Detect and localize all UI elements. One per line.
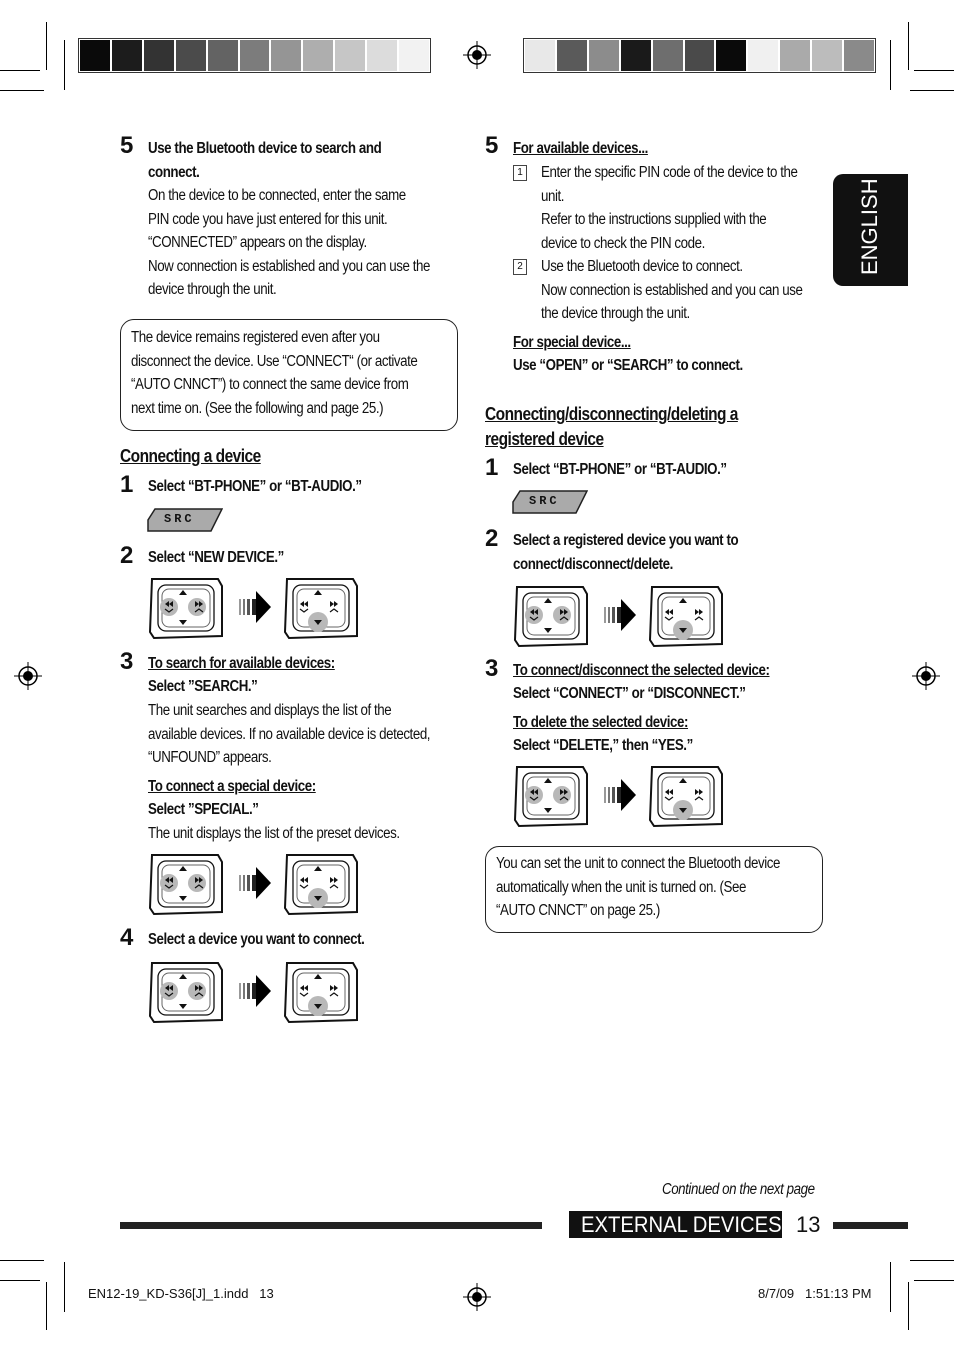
step-number: 2 [120, 542, 134, 569]
arrow-right-icon [238, 973, 272, 1014]
color-bar-left [78, 38, 431, 73]
color-swatch [716, 40, 746, 71]
step-select: Select ”SPECIAL.” [148, 801, 259, 818]
crop-mark [908, 1282, 909, 1330]
body-line: Now connection is established and you can use the [148, 257, 431, 275]
step-text: Select “BT-PHONE” or “BT-AUDIO.” [148, 478, 362, 495]
arrow-right-icon [603, 597, 637, 638]
step-number: 5 [120, 132, 134, 159]
step-number: 5 [485, 132, 499, 159]
body-line: On the device to be connected, enter the same [148, 187, 406, 204]
color-swatch [589, 40, 619, 71]
color-swatch [80, 40, 110, 71]
step-number: 1 [120, 471, 134, 498]
color-swatch [653, 40, 683, 71]
color-swatch [557, 40, 587, 71]
list-number: 1 [513, 165, 527, 181]
color-swatch [780, 40, 810, 71]
arrow-right-icon [238, 589, 272, 630]
footer-rule [833, 1222, 908, 1229]
body-line: Now connection is established and you can use [541, 281, 803, 299]
step-body [148, 184, 476, 302]
step-text: Select “BT-PHONE” or “BT-AUDIO.” [513, 461, 727, 478]
body-line: unit. [541, 187, 565, 205]
crop-mark [0, 90, 44, 91]
color-swatch [812, 40, 842, 71]
color-swatch [399, 40, 429, 71]
step-number: 4 [120, 924, 134, 951]
section-heading: Connecting/disconnecting/deleting a [485, 404, 738, 424]
step-select: Select “DELETE,” then “YES.” [513, 737, 693, 754]
control-pad-icon [148, 960, 224, 1029]
section-heading: Connecting a device [120, 446, 261, 466]
control-pad-icon [148, 576, 224, 645]
color-swatch [748, 40, 778, 71]
color-swatch [525, 40, 555, 71]
crop-mark [0, 1280, 40, 1281]
section-label: EXTERNAL DEVICES [581, 1212, 782, 1237]
crop-mark [914, 70, 954, 71]
src-label: SRC [164, 512, 195, 526]
note-line: “AUTO CNNCT”) to connect the same device from [131, 376, 409, 394]
body-line: Use the Bluetooth device to connect. [541, 258, 743, 275]
step-number: 2 [485, 525, 499, 552]
control-pad-icon [648, 764, 724, 833]
crop-mark [46, 1282, 47, 1330]
file-info: EN12-19_KD-S36[J]_1.indd 13 [88, 1286, 274, 1301]
color-swatch [335, 40, 365, 71]
note-line: You can set the unit to connect the Bluetooth device [496, 855, 780, 872]
crop-mark [890, 40, 891, 90]
crop-mark [910, 90, 954, 91]
src-label: SRC [529, 494, 560, 508]
crop-mark [46, 22, 47, 70]
body-line: Refer to the instructions supplied with the [541, 211, 767, 229]
list-number: 2 [513, 259, 527, 275]
side-tab-label: ENGLISH [857, 178, 882, 275]
body-line: “CONNECTED” appears on the display. [148, 234, 367, 252]
color-swatch [685, 40, 715, 71]
step-body: The unit displays the list of the preset devices. [148, 825, 400, 842]
step-title: Use the Bluetooth device to search and [148, 140, 382, 157]
step-select: Select “CONNECT” or “DISCONNECT.” [513, 685, 746, 702]
arrow-right-icon [603, 777, 637, 818]
body-line: the device through the unit. [541, 305, 690, 323]
body-line: device through the unit. [148, 281, 277, 299]
sub-heading: To search for available devices: [148, 655, 335, 672]
crop-mark [910, 1260, 954, 1261]
sub-heading: To delete the selected device: [513, 714, 689, 731]
body-line: “UNFOUND” appears. [148, 749, 272, 767]
note-line: disconnect the device. Use “CONNECT“ (or activate [131, 352, 418, 370]
footer-rule [120, 1222, 542, 1229]
step-select: Use “OPEN” or “SEARCH” to connect. [513, 357, 743, 374]
arrow-right-icon [238, 865, 272, 906]
crop-mark [908, 22, 909, 70]
color-swatch [112, 40, 142, 71]
color-swatch [144, 40, 174, 71]
color-swatch [621, 40, 651, 71]
color-bar-right [523, 38, 876, 73]
control-pad-icon [513, 584, 589, 653]
control-pad-icon [148, 852, 224, 921]
registration-target-icon [463, 41, 491, 69]
note-text [496, 852, 826, 923]
registration-target-icon [912, 662, 940, 690]
crop-mark [0, 70, 40, 71]
date-info: 8/7/09 1:51:13 PM [758, 1286, 872, 1301]
step-title: connect. [148, 164, 200, 181]
body-line: available devices. If no available device is detected, [148, 725, 431, 743]
step-body [148, 699, 476, 770]
registration-target-icon [14, 662, 42, 690]
step-text: connect/disconnect/delete. [513, 556, 673, 573]
note-text [131, 326, 464, 420]
control-pad-icon [648, 584, 724, 653]
step-number: 3 [485, 655, 499, 682]
src-button[interactable] [147, 508, 223, 532]
crop-mark [890, 1262, 891, 1312]
section-heading: registered device [485, 429, 604, 449]
src-button[interactable] [512, 490, 588, 514]
note-line: The device remains registered even after you [131, 329, 380, 346]
color-swatch [271, 40, 301, 71]
color-swatch [176, 40, 206, 71]
body-line: PIN code you have just entered for this unit. [148, 210, 388, 228]
body-line: The unit searches and displays the list of the [148, 702, 392, 719]
step-text: Select a registered device you want to [513, 532, 739, 549]
step-number: 3 [120, 648, 134, 675]
sub-heading: To connect/disconnect the selected device: [513, 662, 770, 679]
step-text: Select “NEW DEVICE.” [148, 549, 284, 566]
sub-heading: For special device... [513, 334, 631, 351]
note-line: “AUTO CNNCT” on page 25.) [496, 902, 660, 920]
crop-mark [0, 1260, 44, 1261]
color-swatch [844, 40, 874, 71]
continued-note: Continued on the next page [662, 1181, 815, 1198]
crop-mark [64, 40, 65, 90]
registration-target-icon [463, 1283, 491, 1311]
body-line: Enter the specific PIN code of the device to the [541, 164, 798, 181]
step-number: 1 [485, 454, 499, 481]
note-line: next time on. (See the following and page 25.) [131, 399, 384, 417]
control-pad-icon [513, 764, 589, 833]
crop-mark [914, 1280, 954, 1281]
step-text: Select a device you want to connect. [148, 931, 365, 948]
sub-heading: For available devices... [513, 140, 648, 157]
sub-heading: To connect a special device: [148, 778, 316, 795]
control-pad-icon [283, 576, 359, 645]
color-swatch [303, 40, 333, 71]
step-select: Select ”SEARCH.” [148, 678, 258, 695]
color-swatch [367, 40, 397, 71]
page-number: 13 [796, 1212, 821, 1237]
control-pad-icon [283, 852, 359, 921]
control-pad-icon [283, 960, 359, 1029]
body-line: device to check the PIN code. [541, 234, 705, 252]
note-line: automatically when the unit is turned on. (See [496, 878, 746, 896]
color-swatch [208, 40, 238, 71]
crop-mark [64, 1262, 65, 1312]
color-swatch [240, 40, 270, 71]
